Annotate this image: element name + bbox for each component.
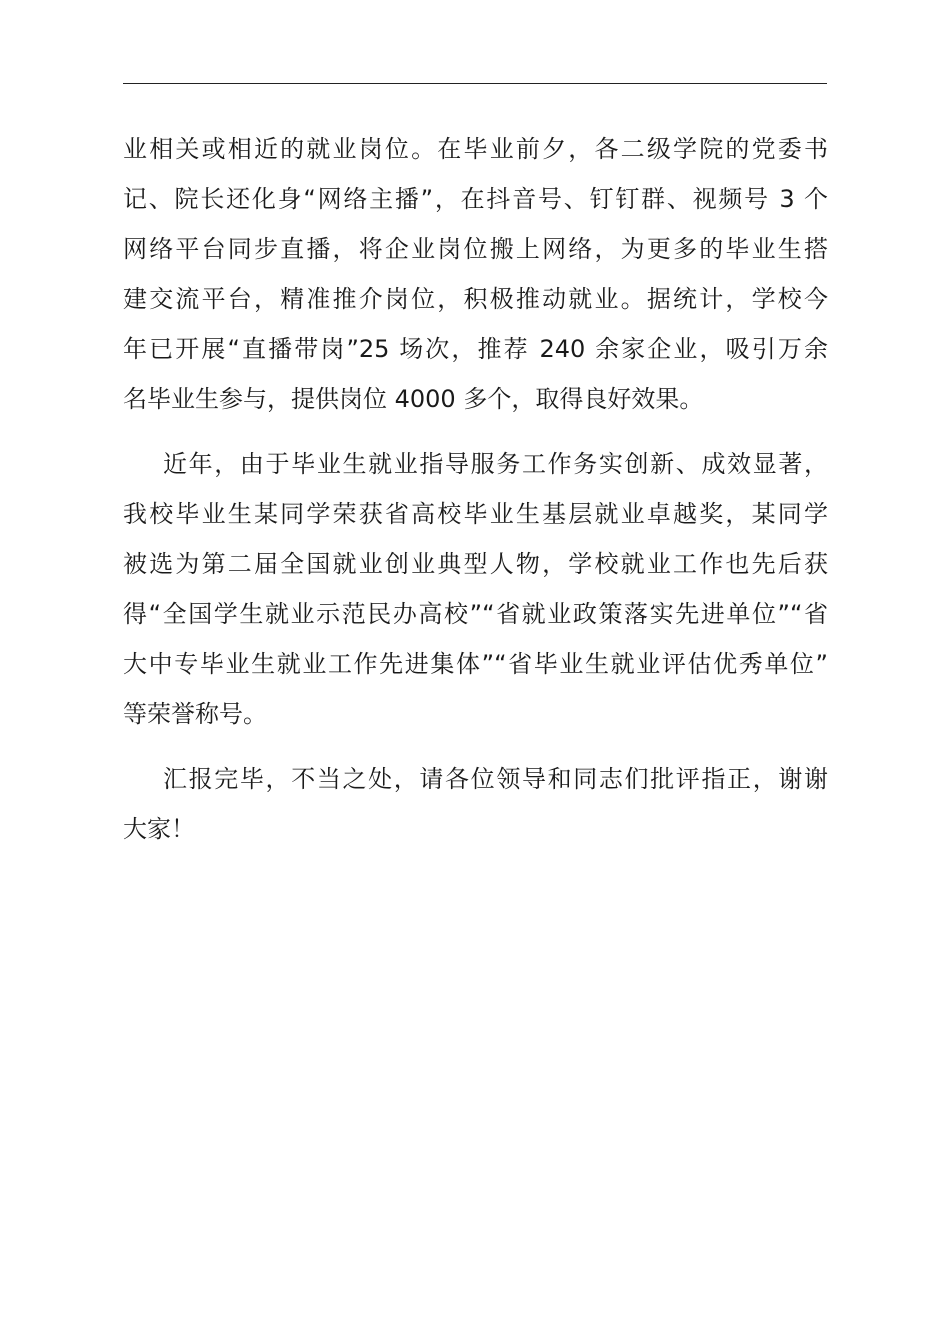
text-line: 近年，由于毕业生就业指导服务工作务实创新、成效显著， xyxy=(163,450,828,478)
text-line: 得“全国学生就业示范民办高校”“省就业政策落实先进单位”“省 xyxy=(123,600,828,628)
text-line: 记、院长还化身“网络主播”，在抖音号、钉钉群、视频号 3 个 xyxy=(123,185,828,213)
text-line: 网络平台同步直播，将企业岗位搬上网络，为更多的毕业生搭 xyxy=(123,235,828,263)
text-line: 大中专毕业生就业工作先进集体”“省毕业生就业评估优秀单位” xyxy=(123,650,828,678)
document-body xyxy=(123,124,828,869)
text-line: 汇报完毕，不当之处，请各位领导和同志们批评指正，谢谢 xyxy=(163,765,828,793)
paragraph-2 xyxy=(123,439,828,739)
text-line: 我校毕业生某同学荣获省高校毕业生基层就业卓越奖，某同学 xyxy=(123,500,828,528)
paragraph-3 xyxy=(123,754,828,854)
text-line: 建交流平台，精准推介岗位，积极推动就业。据统计，学校今 xyxy=(123,285,828,313)
text-line: 业相关或相近的就业岗位。在毕业前夕，各二级学院的党委书 xyxy=(123,135,828,163)
text-line: 大家！ xyxy=(123,815,195,843)
text-line: 年已开展“直播带岗”25 场次，推荐 240 余家企业，吸引万余 xyxy=(123,335,828,363)
header-rule xyxy=(123,83,827,84)
text-line: 被选为第二届全国就业创业典型人物，学校就业工作也先后获 xyxy=(123,550,828,578)
text-line: 名毕业生参与，提供岗位 4000 多个，取得良好效果。 xyxy=(123,385,704,413)
text-line: 等荣誉称号。 xyxy=(123,700,267,728)
paragraph-1 xyxy=(123,124,828,424)
